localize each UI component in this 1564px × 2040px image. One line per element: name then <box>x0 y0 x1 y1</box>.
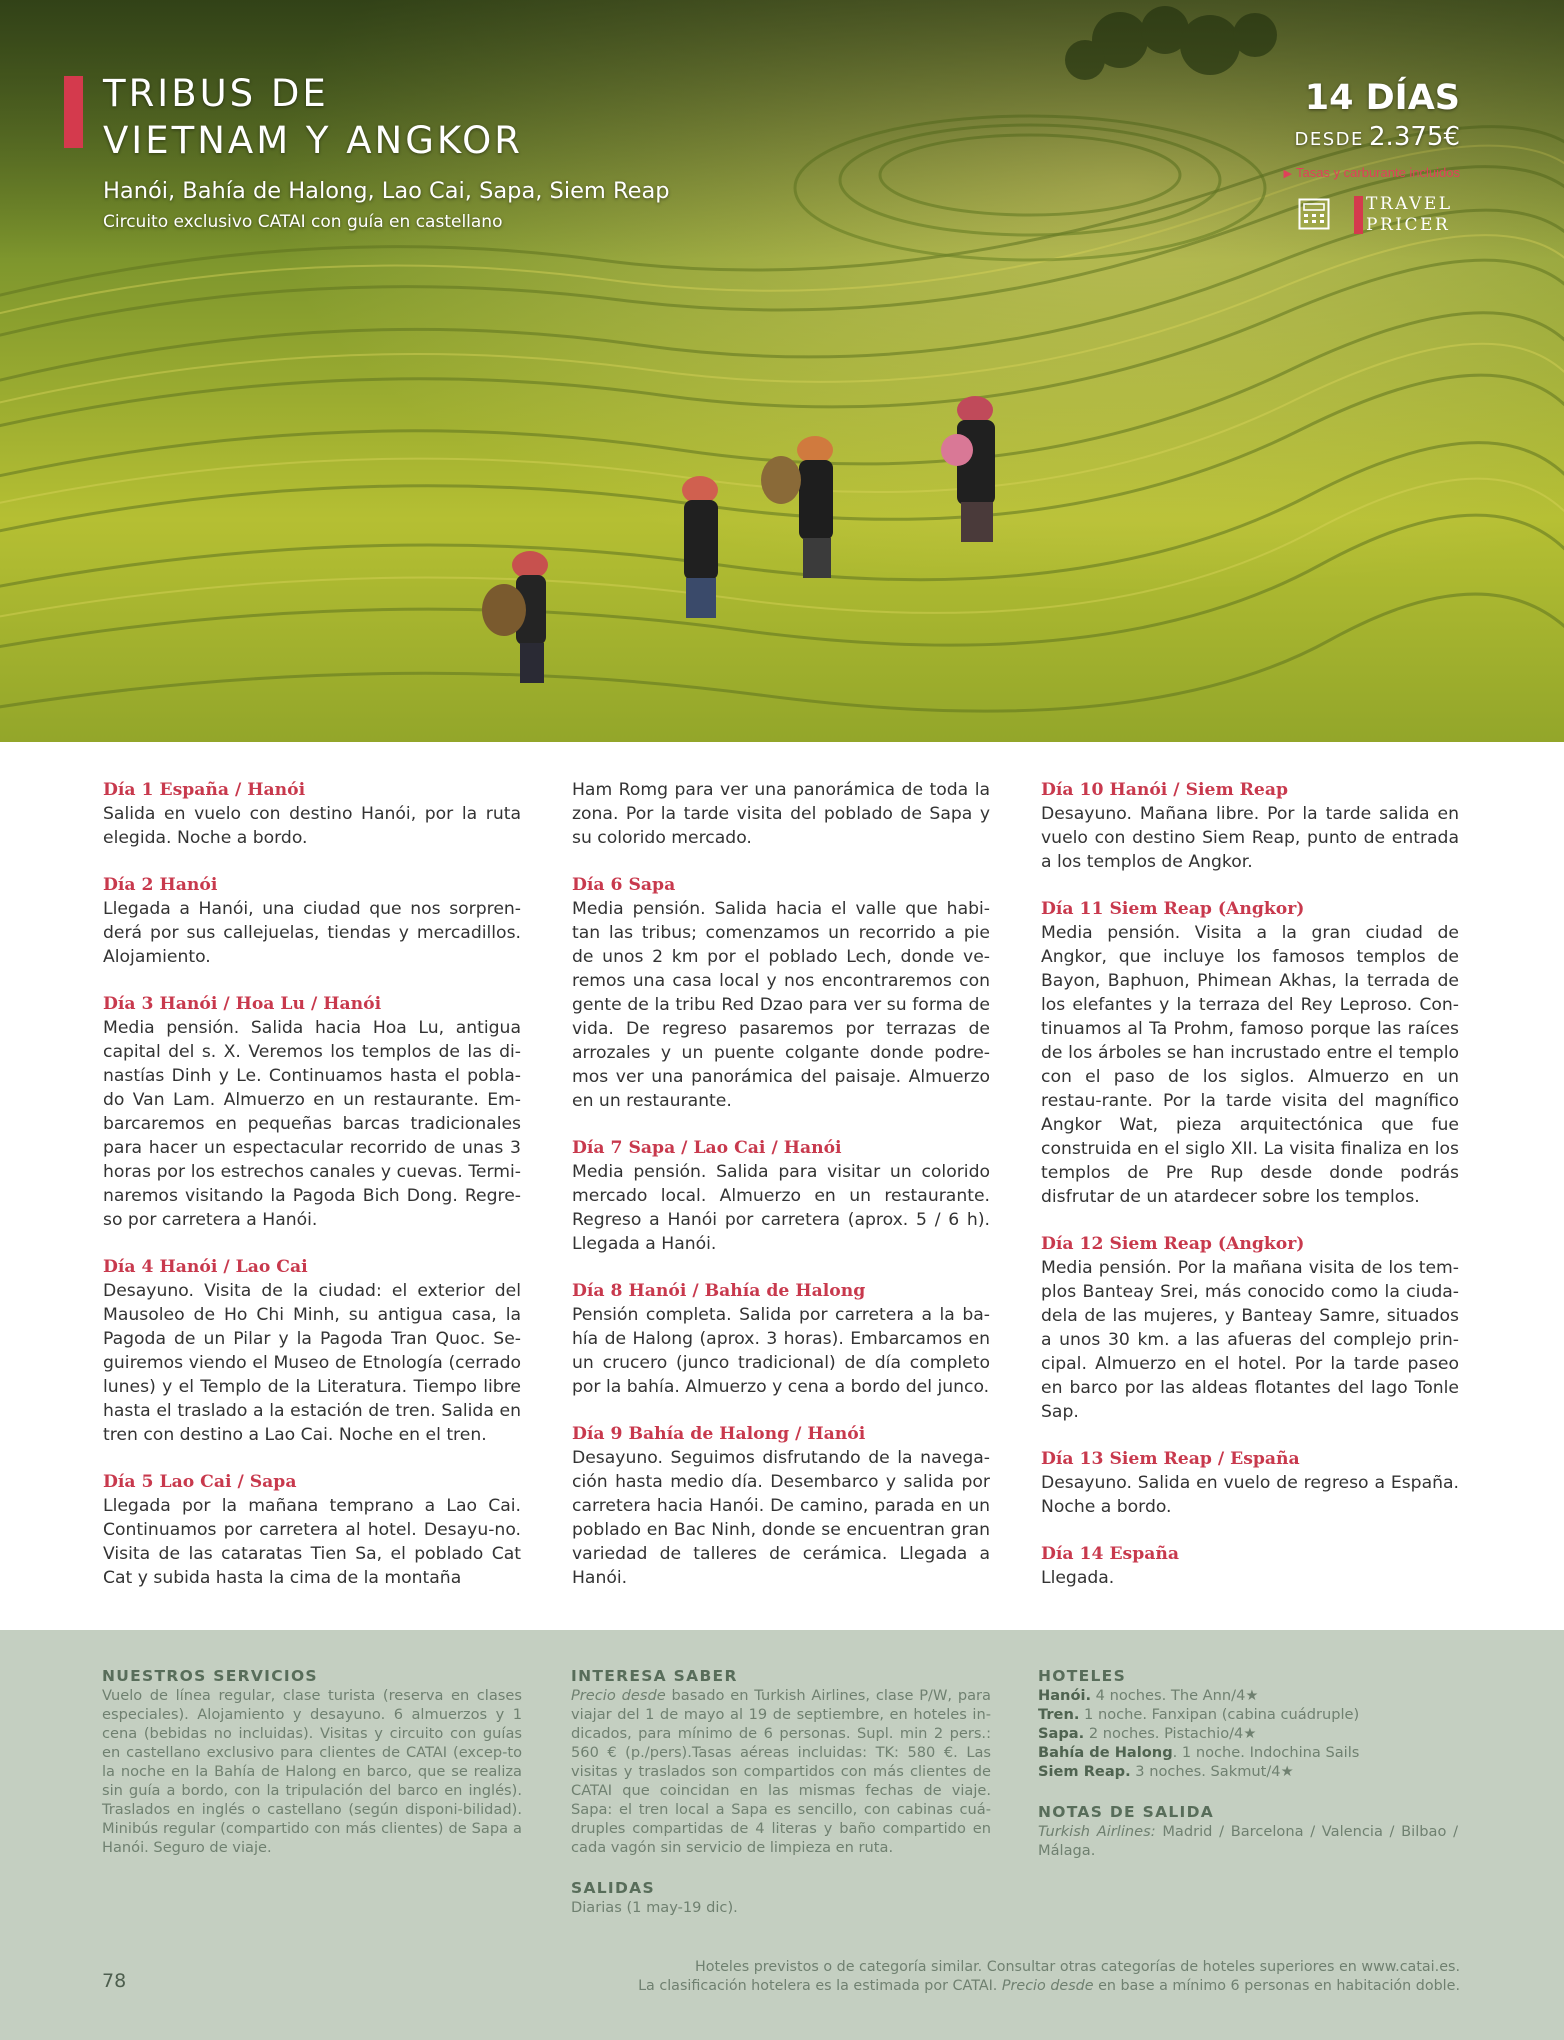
section-heading: HOTELES <box>1038 1667 1127 1685</box>
day-entry <box>1041 778 1459 874</box>
trip-exclusive-note: Circuito exclusivo CATAI con guía en castellano <box>103 212 503 232</box>
taxes-note <box>1284 165 1461 180</box>
trip-destinations: Hanói, Bahía de Halong, Lao Cai, Sapa, Siem Reap <box>103 178 670 204</box>
day-title: Día 11 Siem Reap (Angkor) <box>1041 899 1305 919</box>
calculator-icon <box>1298 198 1330 230</box>
section-text-body: basado en Turkish Airlines, clase P/W, para viajar del 1 de mayo al 19 de septiembre, en hoteles in-dicados, para mínimo de 6 personas. Supl. min 2 pers.: 560 € (p./pers).Tasas aéreas incluidas: TK: 580 €. Las visitas y traslados son compartidos con más clientes de CATAI que coincidan en las mismas fechas de viaje. Sapa: el tren local a Sapa es sencillo, con cabinas cuá-druples compartidas de 4 literas y baño compartido en cada vagón sin servicio de limpieza en ruta. <box>571 1687 991 1856</box>
day-entry <box>103 1255 521 1447</box>
price-amount: 2.375€ <box>1369 122 1460 152</box>
info-panel <box>0 1630 1564 2040</box>
hotel-place: Siem Reap. <box>1038 1763 1131 1780</box>
day-text: Media pensión. Salida para visitar un colorido mercado local. Almuerzo en un restaurante. Regreso a Hanói por carretera (aprox. 5 / 6 h). Llegada a Hanói. <box>572 1162 990 1254</box>
price-prefix: DESDE <box>1294 129 1364 150</box>
hotel-detail: 3 noches. Sakmut/4★ <box>1130 1763 1294 1780</box>
day-title: Día 5 Lao Cai / Sapa <box>103 1472 297 1492</box>
day-entry <box>1041 1447 1459 1519</box>
hotel-row <box>1038 1686 1458 1705</box>
section-text: Vuelo de línea regular, clase turista (reserva en clases especiales). Alojamiento y desayuno. 6 almuerzos y 1 cena (bebidas no incluidas). Visitas y circuito con guías en castellano exclusivo para clientes de CATAI (excep-to la noche en la Bahía de Halong en barco, que se realiza sin guía a bordo, con la tripulación del barco en inglés). Traslados en inglés o castellano (según disponi-bilidad). Minibús regular (compartido con más clientes) de Sapa a Hanói. Seguro de viaje. <box>102 1687 522 1856</box>
trip-title <box>103 70 523 164</box>
hero-banner <box>0 0 1564 742</box>
section-heading: SALIDAS <box>571 1879 655 1897</box>
day-text: Desayuno. Mañana libre. Por la tarde salida en vuelo con destino Siem Reap, punto de entrada a los templos de Angkor. <box>1041 804 1459 872</box>
footnote-line1: Hoteles previstos o de categoría similar. Consultar otras categorías de hoteles superiores en www.catai.es. <box>695 1959 1460 1975</box>
logo-line1: TRAVEL <box>1366 194 1453 214</box>
day-title: Día 3 Hanói / Hoa Lu / Hanói <box>103 994 382 1014</box>
footnote-text: La clasificación hotelera es la estimada por CATAI. <box>638 1978 1002 1994</box>
day-text: Desayuno. Salida en vuelo de regreso a España. Noche a bordo. <box>1041 1473 1459 1517</box>
day-text: Ham Romg para ver una panorámica de toda la zona. Por la tarde visita del poblado de Sapa y su colorido mercado. <box>572 780 990 848</box>
day-entry <box>103 992 521 1232</box>
trip-title-line1: TRIBUS DE <box>103 72 329 115</box>
section-heading: NUESTROS SERVICIOS <box>102 1667 318 1685</box>
day-title: Día 9 Bahía de Halong / Hanói <box>572 1424 866 1444</box>
interesa-section <box>571 1667 991 1917</box>
day-title: Día 7 Sapa / Lao Cai / Hanói <box>572 1138 842 1158</box>
day-entry <box>103 873 521 969</box>
day-title: Día 2 Hanói <box>103 875 218 895</box>
trip-title-line2: VIETNAM Y ANGKOR <box>103 119 523 162</box>
hotels-section <box>1038 1667 1458 1860</box>
day-entry <box>572 1136 990 1256</box>
travel-pricer-logo <box>1298 196 1462 236</box>
day-title: Día 8 Hanói / Bahía de Halong <box>572 1281 866 1301</box>
footnote <box>638 1958 1460 1996</box>
day-title: Día 10 Hanói / Siem Reap <box>1041 780 1288 800</box>
itinerary-column-1 <box>103 778 521 1613</box>
day-entry <box>572 1279 990 1399</box>
day-entry <box>572 1422 990 1590</box>
day-text: Salida en vuelo con destino Hanói, por la ruta elegida. Noche a bordo. <box>103 804 521 848</box>
logo-line2: PRICER <box>1366 215 1451 235</box>
day-text: Media pensión. Salida hacia Hoa Lu, antigua capital del s. X. Veremos los templos de las di-nastías Dinh y Le. Continuamos hasta el pobla-do Van Lam. Almuerzo en un restaurante. Em-barcaremos en pequeñas barcas tradicionales para hacer un espectacular recorrido de unas 3 horas por los estrechos canales y cuevas. Termi-naremos visitando la Pagoda Bich Dong. Regre-so por carretera a Hanói. <box>103 1018 521 1230</box>
hotel-detail: 2 noches. Pistachio/4★ <box>1084 1725 1257 1742</box>
day-text: Media pensión. Por la mañana visita de los tem-plos Banteay Srei, más conocido como la ciuda-dela de las mujeres, y Banteay Samre, situados a unos 30 km. a las afueras del complejo prin-cipal. Almuerzo en el hotel. Por la tarde paseo en barco por las aldeas flotantes del lago Tonle Sap. <box>1041 1258 1459 1422</box>
hotel-place: Hanói. <box>1038 1687 1092 1704</box>
hotel-row <box>1038 1743 1458 1762</box>
section-text: Diarias (1 may-19 dic). <box>571 1899 738 1916</box>
hotel-row <box>1038 1724 1458 1743</box>
italic-term: Precio desde <box>571 1687 666 1704</box>
day-text: Llegada. <box>1041 1568 1115 1588</box>
italic-term: Precio desde <box>1001 1978 1094 1994</box>
day-continuation <box>572 778 990 850</box>
day-text: Llegada por la mañana temprano a Lao Cai. Continuamos por carretera al hotel. Desayu-no. Visita de las cataratas Tien Sa, el poblado Cat Cat y subida hasta la cima de la montaña <box>103 1496 521 1588</box>
day-text: Pensión completa. Salida por carretera a la ba-hía de Halong (aprox. 3 horas). Embarcamos en un crucero (junco tradicional) de día completo por la bahía. Almuerzo y cena a bordo del junco. <box>572 1305 990 1397</box>
page-number: 78 <box>102 1970 127 1992</box>
hotel-row <box>1038 1705 1458 1724</box>
day-entry <box>1041 1542 1459 1590</box>
day-title: Día 1 España / Hanói <box>103 780 306 800</box>
footnote-text: en base a mínimo 6 personas en habitación doble. <box>1093 1978 1460 1994</box>
day-title: Día 13 Siem Reap / España <box>1041 1449 1300 1469</box>
day-text: Llegada a Hanói, una ciudad que nos sorpren-derá por sus callejuelas, tiendas y mercadillos. Alojamiento. <box>103 899 521 967</box>
logo-accent-bar <box>1354 196 1363 234</box>
day-text: Desayuno. Visita de la ciudad: el exterior del Mausoleo de Ho Chi Minh, su antigua casa, la Pagoda de un Pilar y la Pagoda Tran Quoc. Se-guiremos viendo el Museo de Etnología (cerrado lunes) y el Templo de la Literatura. Tiempo libre hasta el traslado a la estación de tren. Salida en tren con destino a Lao Cai. Noche en el tren. <box>103 1281 521 1445</box>
trip-price <box>1295 122 1460 152</box>
italic-term: Turkish Airlines: <box>1038 1823 1156 1840</box>
hotel-detail: 1 noche. Fanxipan (cabina cuádruple) <box>1079 1706 1360 1723</box>
day-entry <box>572 873 990 1113</box>
footnote-line2 <box>638 1977 1460 1996</box>
hotel-detail: 4 noches. The Ann/4★ <box>1091 1687 1259 1704</box>
hotel-place: Tren. <box>1038 1706 1080 1723</box>
section-text-body: Madrid / Barcelona / Valencia / Bilbao / Málaga. <box>1038 1823 1459 1859</box>
hotel-row <box>1038 1762 1458 1781</box>
day-title: Día 14 España <box>1041 1544 1180 1564</box>
trip-duration: 14 DÍAS <box>1304 78 1460 118</box>
day-text: Desayuno. Seguimos disfrutando de la navega-ción hasta medio día. Desembarco y salida por carretera hacia Hanói. De camino, parada en un poblado en Bac Ninh, donde se encuentran gran variedad de talleres de cerámica. Llegada a Hanói. <box>572 1448 990 1588</box>
day-title: Día 4 Hanói / Lao Cai <box>103 1257 308 1277</box>
hotel-place: Bahía de Halong <box>1038 1744 1173 1761</box>
itinerary-column-2 <box>572 778 990 1613</box>
day-text: Media pensión. Salida hacia el valle que habi-tan las tribus; comenzamos un recorrido a pie de unos 2 km por el poblado Lech, donde ve-remos una casa local y nos encontraremos con gente de la tribu Red Dzao para ver su forma de vida. De regreso pasaremos por terrazas de arrozales y un puente colgante donde podre-mos ver una panorámica del paisaje. Almuerzo en un restaurante. <box>572 899 990 1111</box>
day-title: Día 12 Siem Reap (Angkor) <box>1041 1234 1305 1254</box>
day-text: Media pensión. Visita a la gran ciudad de Angkor, que incluye los famosos templos de Bayon, Baphuon, Phimean Akhas, la terrada de los elefantes y la terraza del Rey Leproso. Con-tinuamos al Ta Prohm, famoso porque las raíces de los árboles se han incrustado entre el templo con el paso de los siglos. Almuerzo en un restau-rante. Por la tarde visita del magnífico Angkor Wat, pieza arquitectónica que fue construida en el siglo XII. La visita finaliza en los templos de Pre Rup desde donde podrás disfrutar de un atardecer sobre los templos. <box>1041 923 1459 1207</box>
section-heading: INTERESA SABER <box>571 1667 738 1685</box>
section-text <box>1038 1822 1458 1860</box>
day-entry <box>1041 1232 1459 1424</box>
itinerary-column-3 <box>1041 778 1459 1613</box>
section-text <box>571 1686 991 1857</box>
day-entry <box>1041 897 1459 1209</box>
taxes-note-text: Tasas y carburante incluidos <box>1295 165 1460 180</box>
hotel-place: Sapa. <box>1038 1725 1085 1742</box>
services-section <box>102 1667 522 1857</box>
logo-wordmark <box>1366 194 1453 236</box>
section-heading: NOTAS DE SALIDA <box>1038 1803 1215 1821</box>
title-accent-bar <box>64 76 83 148</box>
hotel-detail: . 1 noche. Indochina Sails <box>1172 1744 1360 1761</box>
day-entry <box>103 778 521 850</box>
arrow-right-icon: ▶ <box>1283 168 1292 180</box>
day-entry <box>103 1470 521 1590</box>
day-title: Día 6 Sapa <box>572 875 676 895</box>
